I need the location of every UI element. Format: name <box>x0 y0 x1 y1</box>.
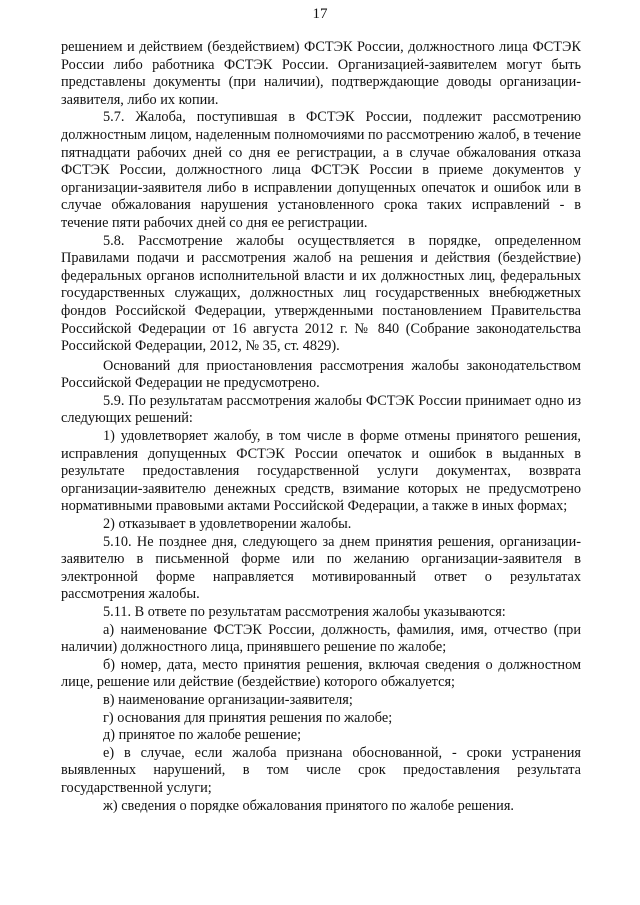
list-item-5-9-2: 2) отказывает в удовлетворении жалобы. <box>103 516 352 533</box>
list-item-5-11-d: д) принятое по жалобе решение; <box>103 727 302 744</box>
list-item-5-11-e: е) в случае, если жалоба признана обоснованной, - сроки устранения выявленных нарушений, в том числе срок предоставления результата государственной услуги; <box>61 744 581 796</box>
paragraph-5-10: 5.10. Не позднее дня, следующего за днем принятия решения, организации-заявителю в письменной форме или по желанию организации-заявителя в электронной форме направляется мотивированный ответ о результатах рассмотрения жалобы. <box>61 533 581 603</box>
list-item-5-11-a: а) наименование ФСТЭК России, должность, фамилия, имя, отчество (при наличии) должностного лица, принявшего решение по жалобе; <box>61 621 581 656</box>
list-item-5-11-v: в) наименование организации-заявителя; <box>103 691 353 708</box>
paragraph-no-suspension: Оснований для приостановления рассмотрения жалобы законодательством Российской Федерации не предусмотрено. <box>61 357 581 392</box>
paragraph-5-11: 5.11. В ответе по результатам рассмотрения жалобы указываются: <box>103 604 506 620</box>
list-item-5-9-1: 1) удовлетворяет жалобу, в том числе в форме отмены принятого решения, исправления допущенных ФСТЭК России опечаток и ошибок в выданных в результате предоставления государственной услуги документах, возврата организации-заявителю денежных средств, взимание которых не предусмотрено нормативными правовыми актами Российской Федерации, а также в иных формах; <box>61 428 581 515</box>
paragraph-5-8: 5.8. Рассмотрение жалобы осуществляется в порядке, определенном Правилами подачи и рассмотрения жалоб на решения и действия (бездействие) федеральных органов исполнительной власти и их должностных лиц, федеральных государственных служащих, должностных лиц государственных внебюджетных фондов Российской Федерации, утвержденными постановлением Правительства Российской Федерации от 16 августа 2012 г. № 840 (Собрание законодательства Российской Федерации, 2012, № 35, ст. 4829). <box>61 232 581 355</box>
paragraph-continuation: решением и действием (бездействием) ФСТЭК России, должностного лица ФСТЭК России либо работника ФСТЭК России. Организацией-заявителем могут быть представлены документы (при наличии), подтверждающие доводы организации-заявителя, либо их копии. <box>61 39 581 108</box>
list-item-5-11-g: г) основания для принятия решения по жалобе; <box>103 709 393 726</box>
list-item-5-11-b: б) номер, дата, место принятия решения, включая сведения о должностном лице, решение или действие (бездействие) которого обжалуется; <box>61 656 581 691</box>
paragraph-5-7: 5.7. Жалоба, поступившая в ФСТЭК России, подлежит рассмотрению должностным лицом, наделенным полномочиями по рассмотрению жалоб, в течение пятнадцати рабочих дней со дня ее регистрации, а в случае обжалования отказа ФСТЭК России, должностного лица ФСТЭК России в приеме документов у организации-заявителя либо в исправлении допущенных опечаток и ошибок или в случае обжалования нарушения установленного срока таких исправлений - в течение пяти рабочих дней со дня ее регистрации. <box>61 109 581 231</box>
paragraph-5-9: 5.9. По результатам рассмотрения жалобы ФСТЭК России принимает одно из следующих решений: <box>61 392 581 427</box>
document-body <box>61 39 581 815</box>
page-number: 17 <box>312 6 328 22</box>
list-item-5-11-zh: ж) сведения о порядке обжалования принятого по жалобе решения. <box>103 797 514 814</box>
